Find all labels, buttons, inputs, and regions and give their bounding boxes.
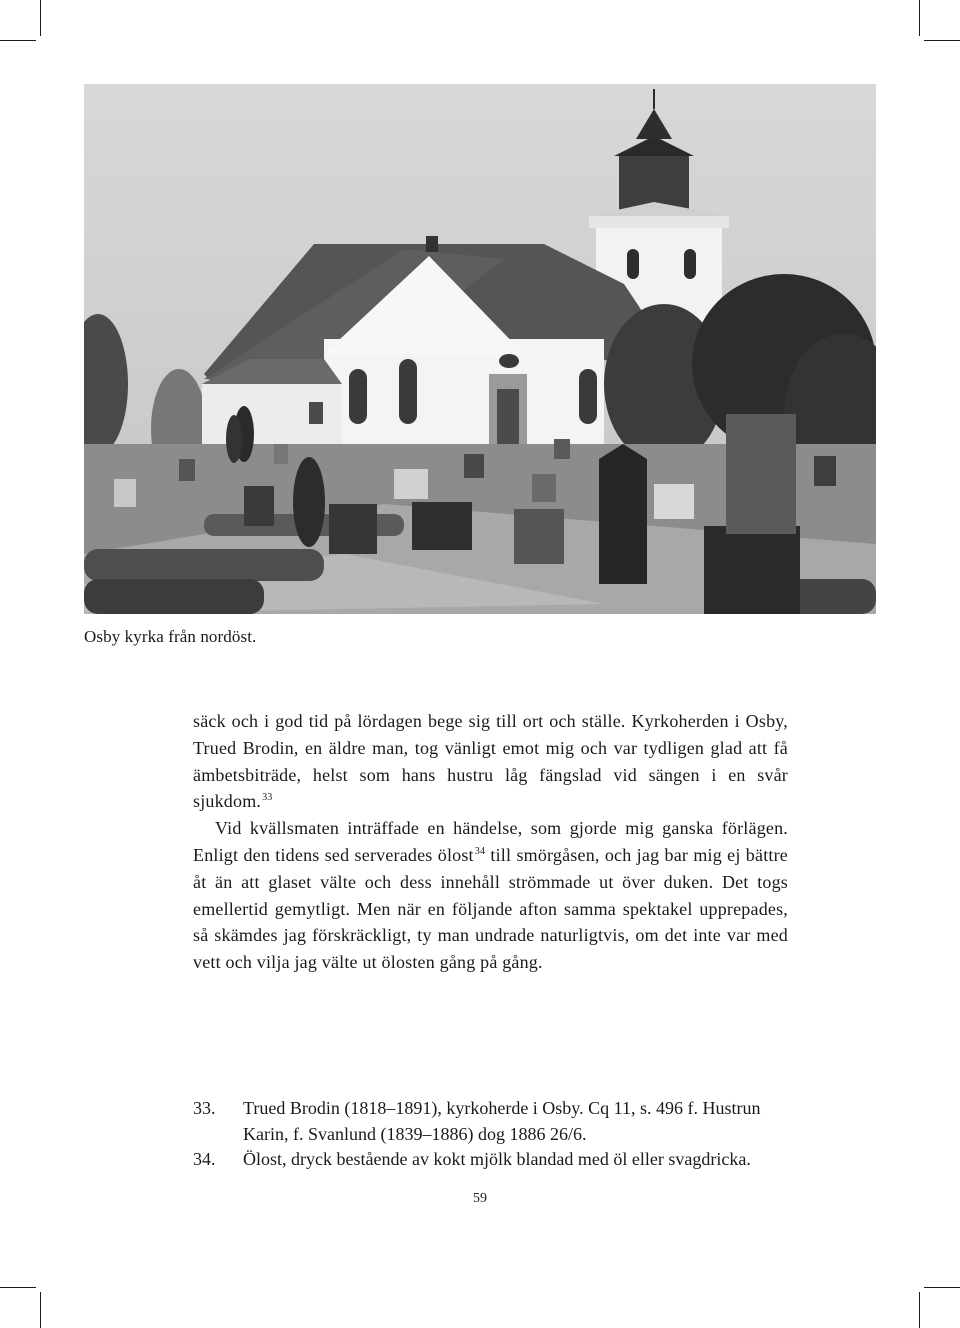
footnote-text: Trued Brodin (1818–1891), kyrkoherde i Osby. Cq 11, s. 496 f. Hustrun Karin, f. Svanlund (1839–1886) dog 1886 26/6.	[243, 1098, 761, 1144]
crop-mark	[924, 1287, 960, 1288]
body-text	[193, 708, 788, 976]
crop-mark	[919, 0, 920, 36]
crop-mark	[919, 1292, 920, 1328]
paragraph: säck och i god tid på lördagen bege sig till ort och ställe. Kyrkoherden i Osby, Trued Brodin, en äldre man, tog vänligt emot mig och var tydligen glad att få ämbetsbiträde, helst som hans hustru låg fängslad vid sängen i en svår sjukdom.$^{33}$	[193, 711, 788, 812]
crop-mark	[924, 40, 960, 41]
footnote-text: Ölost, dryck bestående av kokt mjölk blandad med öl eller svagdricka.	[243, 1149, 751, 1169]
crop-mark	[0, 1287, 36, 1288]
footnote-number: 33.	[193, 1098, 216, 1118]
crop-mark	[40, 1292, 41, 1328]
footnote	[193, 1096, 793, 1147]
footnote-ref[interactable]: 33	[262, 792, 273, 804]
footnotes	[193, 1096, 793, 1173]
footnote-number: 34.	[193, 1149, 216, 1169]
paragraph: Vid kvällsmaten inträffade en händelse, som gjorde mig ganska förlägen. Enligt den tidens sed serverades ölost$^{34}$ till smörgåsen, och jag bar mig ej bättre åt än att glaset välte och dess innehåll strömmade ut över duken. Det togs emellertid gemytligt. Men när en följande afton samma spektakel upprepades, så skämdes jag förskräckligt, ty man undrade naturligtvis, om det inte var med vett och vilja jag välte ut ölosten gång på gång.	[193, 818, 788, 973]
footnote	[193, 1147, 793, 1173]
crop-mark	[40, 0, 41, 36]
figure-caption: Osby kyrka från nordöst.	[84, 627, 257, 646]
page-number: 59	[473, 1191, 487, 1206]
crop-mark	[0, 40, 36, 41]
church-photo	[84, 84, 876, 614]
footnote-ref[interactable]: 34	[474, 845, 486, 857]
